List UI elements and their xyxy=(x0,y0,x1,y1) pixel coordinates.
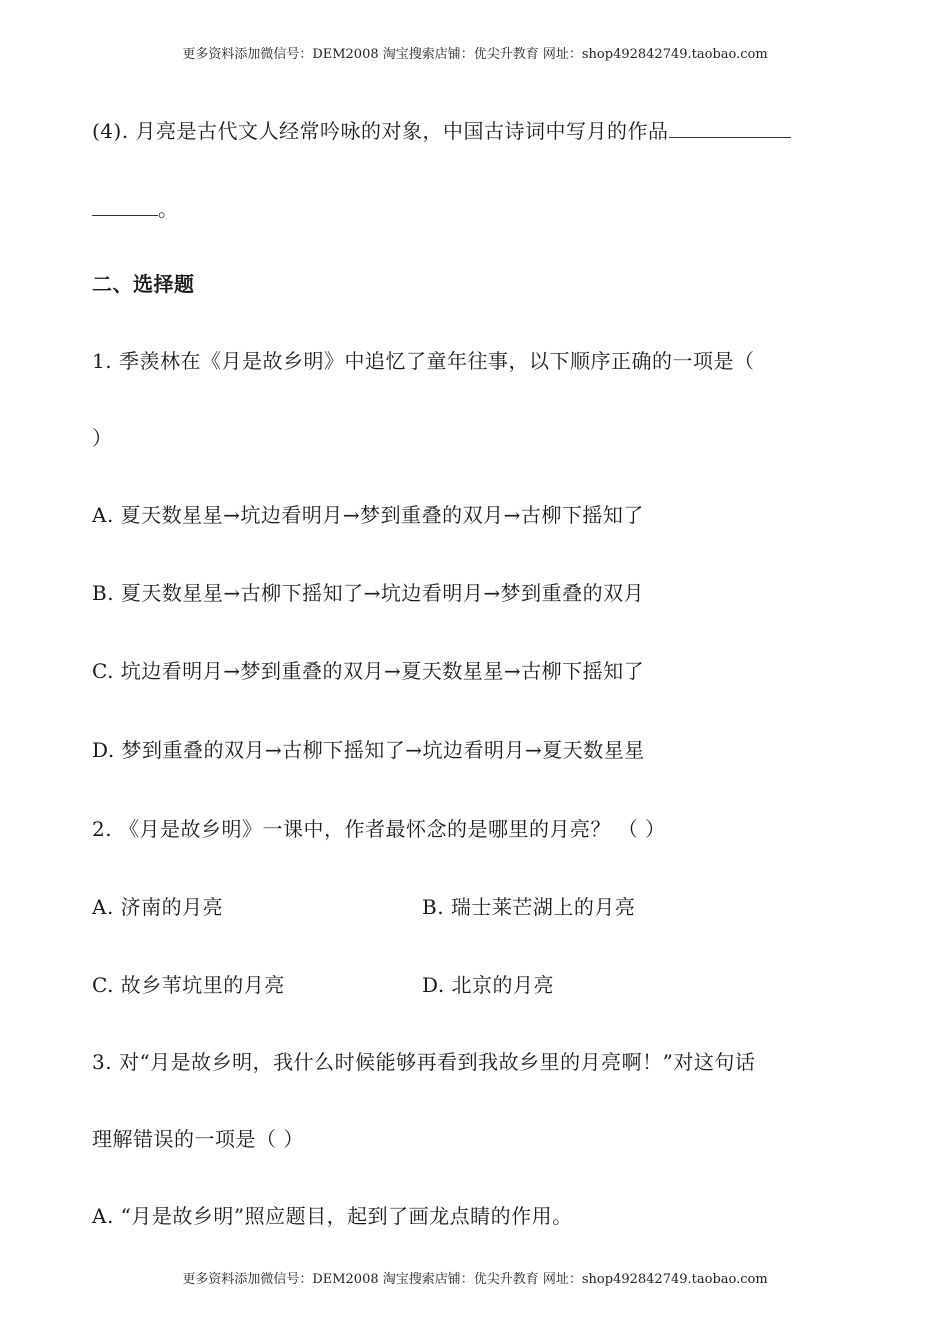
question-2-option-b: B. 瑞士莱芒湖上的月亮 xyxy=(422,895,636,919)
answer-blank xyxy=(669,117,791,138)
question-4-text: (4). 月亮是古代文人经常吟咏的对象，中国古诗词中写月的作品 xyxy=(92,119,669,143)
question-1-option-c: C. 坑边看明月→梦到重叠的双月→夏天数星星→古柳下摇知了 xyxy=(92,659,645,683)
question-3-stem: 3. 对“月是故乡明，我什么时候能够再看到我故乡里的月亮啊！”对这句话 xyxy=(92,1050,756,1074)
question-3-option-a: A. “月是故乡明”照应题目，起到了画龙点睛的作用。 xyxy=(92,1204,573,1228)
question-4 xyxy=(92,115,791,144)
question-2-option-a: A. 济南的月亮 xyxy=(92,895,224,919)
question-1-stem-end: ） xyxy=(92,426,113,450)
question-2-stem: 2. 《月是故乡明》一课中，作者最怀念的是哪里的月亮？ （ ） xyxy=(92,817,666,841)
question-4-tail: 。 xyxy=(158,197,179,221)
answer-blank-continued xyxy=(92,195,158,216)
question-1-stem: 1. 季羡林在《月是故乡明》中追忆了童年往事，以下顺序正确的一项是（ xyxy=(92,349,755,373)
question-4-continued xyxy=(92,193,179,222)
section-title: 二、选择题 xyxy=(92,272,195,296)
page-footer: 更多资料添加微信号：DEM2008 淘宝搜索店铺：优尖升教育 网址：shop492842749.taobao.com xyxy=(182,1272,768,1287)
page-header: 更多资料添加微信号：DEM2008 淘宝搜索店铺：优尖升教育 网址：shop492842749.taobao.com xyxy=(182,47,768,62)
question-2-option-c: C. 故乡苇坑里的月亮 xyxy=(92,973,285,997)
question-2-option-d: D. 北京的月亮 xyxy=(422,973,555,997)
question-1-option-d: D. 梦到重叠的双月→古柳下摇知了→坑边看明月→夏天数星星 xyxy=(92,738,645,762)
question-3-stem-continued: 理解错误的一项是（ ） xyxy=(92,1127,304,1151)
question-1-option-a: A. 夏天数星星→坑边看明月→梦到重叠的双月→古柳下摇知了 xyxy=(92,503,644,527)
question-1-option-b: B. 夏天数星星→古柳下摇知了→坑边看明月→梦到重叠的双月 xyxy=(92,581,645,605)
